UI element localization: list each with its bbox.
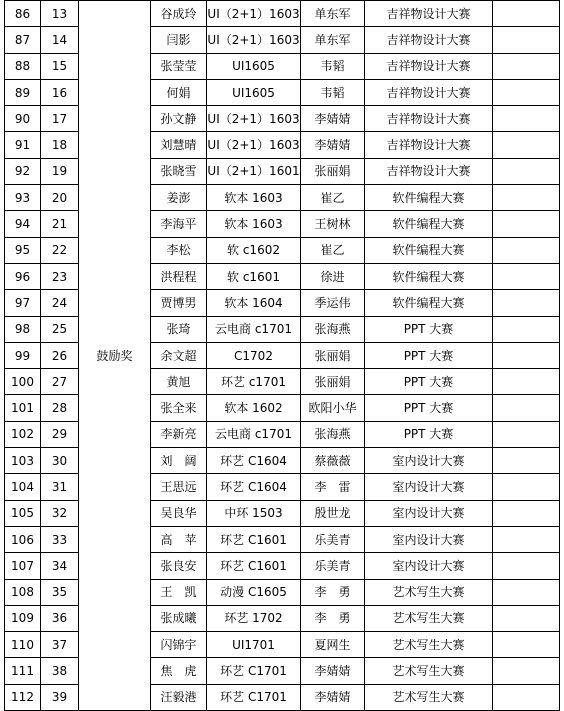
cell-note bbox=[493, 369, 560, 395]
cell-note bbox=[493, 421, 560, 447]
cell-student-name: 黄旭 bbox=[151, 369, 207, 395]
cell-teacher: 张丽娟 bbox=[301, 369, 365, 395]
cell-class: 环艺 C1604 bbox=[207, 448, 301, 474]
cell-note bbox=[493, 448, 560, 474]
cell-total-number: 103 bbox=[5, 448, 41, 474]
cell-student-name: 张琦 bbox=[151, 316, 207, 342]
cell-teacher: 单东军 bbox=[301, 27, 365, 53]
cell-class: 云电商 c1701 bbox=[207, 316, 301, 342]
cell-total-number: 90 bbox=[5, 106, 41, 132]
cell-award-level: 鼓励奖 bbox=[79, 1, 151, 711]
cell-contest: 艺术写生大赛 bbox=[365, 632, 493, 658]
cell-note bbox=[493, 158, 560, 184]
cell-student-name: 张良安 bbox=[151, 553, 207, 579]
cell-student-name: 闫影 bbox=[151, 27, 207, 53]
cell-teacher: 季运伟 bbox=[301, 290, 365, 316]
cell-class: 环艺 1702 bbox=[207, 605, 301, 631]
cell-class: 软本 1604 bbox=[207, 290, 301, 316]
cell-class: 中环 1503 bbox=[207, 500, 301, 526]
cell-class: 环艺 C1601 bbox=[207, 553, 301, 579]
cell-teacher: 单东军 bbox=[301, 1, 365, 27]
cell-class: 软 c1602 bbox=[207, 237, 301, 263]
cell-note bbox=[493, 237, 560, 263]
cell-total-number: 106 bbox=[5, 526, 41, 552]
cell-class: UI1605 bbox=[207, 79, 301, 105]
cell-teacher: 乐美青 bbox=[301, 553, 365, 579]
cell-contest: 室内设计大赛 bbox=[365, 474, 493, 500]
cell-contest: PPT 大赛 bbox=[365, 342, 493, 368]
cell-sequence-number: 38 bbox=[41, 658, 79, 684]
cell-note bbox=[493, 553, 560, 579]
cell-contest: PPT 大赛 bbox=[365, 369, 493, 395]
cell-total-number: 110 bbox=[5, 632, 41, 658]
cell-class: 软本 1602 bbox=[207, 395, 301, 421]
cell-note bbox=[493, 1, 560, 27]
cell-note bbox=[493, 132, 560, 158]
cell-class: UI1605 bbox=[207, 53, 301, 79]
cell-total-number: 97 bbox=[5, 290, 41, 316]
cell-sequence-number: 36 bbox=[41, 605, 79, 631]
cell-contest: 软件编程大赛 bbox=[365, 263, 493, 289]
cell-class: UI（2+1）1603 bbox=[207, 106, 301, 132]
cell-student-name: 王思远 bbox=[151, 474, 207, 500]
cell-note bbox=[493, 605, 560, 631]
cell-sequence-number: 17 bbox=[41, 106, 79, 132]
cell-total-number: 100 bbox=[5, 369, 41, 395]
cell-student-name: 何娟 bbox=[151, 79, 207, 105]
cell-student-name: 张莹莹 bbox=[151, 53, 207, 79]
cell-sequence-number: 21 bbox=[41, 211, 79, 237]
cell-note bbox=[493, 263, 560, 289]
cell-teacher: 韦韬 bbox=[301, 53, 365, 79]
cell-student-name: 李新亮 bbox=[151, 421, 207, 447]
cell-contest: 艺术写生大赛 bbox=[365, 658, 493, 684]
cell-teacher: 欧阳小华 bbox=[301, 395, 365, 421]
table-body bbox=[5, 1, 560, 711]
cell-note bbox=[493, 211, 560, 237]
cell-note bbox=[493, 316, 560, 342]
cell-sequence-number: 18 bbox=[41, 132, 79, 158]
cell-class: UI1701 bbox=[207, 632, 301, 658]
cell-class: UI（2+1）1601 bbox=[207, 158, 301, 184]
cell-sequence-number: 14 bbox=[41, 27, 79, 53]
cell-contest: 软件编程大赛 bbox=[365, 290, 493, 316]
cell-contest: 吉祥物设计大赛 bbox=[365, 106, 493, 132]
cell-sequence-number: 13 bbox=[41, 1, 79, 27]
cell-sequence-number: 19 bbox=[41, 158, 79, 184]
cell-total-number: 93 bbox=[5, 185, 41, 211]
cell-teacher: 张丽娟 bbox=[301, 158, 365, 184]
cell-total-number: 111 bbox=[5, 658, 41, 684]
award-list-table bbox=[4, 0, 560, 711]
cell-class: 环艺 C1701 bbox=[207, 684, 301, 710]
cell-student-name: 刘 阔 bbox=[151, 448, 207, 474]
cell-total-number: 94 bbox=[5, 211, 41, 237]
cell-student-name: 李松 bbox=[151, 237, 207, 263]
cell-total-number: 95 bbox=[5, 237, 41, 263]
cell-student-name: 张晓雪 bbox=[151, 158, 207, 184]
cell-note bbox=[493, 342, 560, 368]
cell-sequence-number: 31 bbox=[41, 474, 79, 500]
cell-sequence-number: 15 bbox=[41, 53, 79, 79]
cell-note bbox=[493, 79, 560, 105]
cell-note bbox=[493, 632, 560, 658]
cell-student-name: 李海平 bbox=[151, 211, 207, 237]
cell-teacher: 李婧婧 bbox=[301, 684, 365, 710]
cell-student-name: 刘慧晴 bbox=[151, 132, 207, 158]
cell-contest: 室内设计大赛 bbox=[365, 448, 493, 474]
cell-total-number: 96 bbox=[5, 263, 41, 289]
cell-class: 环艺 C1701 bbox=[207, 658, 301, 684]
cell-class: UI（2+1）1603 bbox=[207, 132, 301, 158]
cell-note bbox=[493, 395, 560, 421]
cell-sequence-number: 26 bbox=[41, 342, 79, 368]
cell-contest: 吉祥物设计大赛 bbox=[365, 53, 493, 79]
cell-total-number: 104 bbox=[5, 474, 41, 500]
cell-total-number: 112 bbox=[5, 684, 41, 710]
cell-total-number: 101 bbox=[5, 395, 41, 421]
cell-contest: 软件编程大赛 bbox=[365, 237, 493, 263]
cell-contest: PPT 大赛 bbox=[365, 421, 493, 447]
cell-class: C1702 bbox=[207, 342, 301, 368]
cell-sequence-number: 34 bbox=[41, 553, 79, 579]
cell-note bbox=[493, 290, 560, 316]
cell-class: 环艺 c1701 bbox=[207, 369, 301, 395]
cell-contest: 艺术写生大赛 bbox=[365, 605, 493, 631]
cell-teacher: 李 雷 bbox=[301, 474, 365, 500]
cell-contest: 吉祥物设计大赛 bbox=[365, 158, 493, 184]
cell-contest: 艺术写生大赛 bbox=[365, 684, 493, 710]
cell-teacher: 韦韬 bbox=[301, 79, 365, 105]
cell-student-name: 王 凯 bbox=[151, 579, 207, 605]
cell-sequence-number: 25 bbox=[41, 316, 79, 342]
cell-total-number: 88 bbox=[5, 53, 41, 79]
cell-teacher: 李 勇 bbox=[301, 605, 365, 631]
cell-sequence-number: 27 bbox=[41, 369, 79, 395]
cell-note bbox=[493, 474, 560, 500]
cell-total-number: 98 bbox=[5, 316, 41, 342]
cell-student-name: 闪锦宇 bbox=[151, 632, 207, 658]
cell-total-number: 89 bbox=[5, 79, 41, 105]
cell-sequence-number: 28 bbox=[41, 395, 79, 421]
cell-contest: 吉祥物设计大赛 bbox=[365, 79, 493, 105]
cell-total-number: 92 bbox=[5, 158, 41, 184]
cell-sequence-number: 29 bbox=[41, 421, 79, 447]
cell-contest: 吉祥物设计大赛 bbox=[365, 132, 493, 158]
cell-teacher: 张海燕 bbox=[301, 421, 365, 447]
cell-student-name: 高 苹 bbox=[151, 526, 207, 552]
cell-teacher: 李婧婧 bbox=[301, 132, 365, 158]
cell-sequence-number: 23 bbox=[41, 263, 79, 289]
cell-teacher: 李婧婧 bbox=[301, 106, 365, 132]
cell-student-name: 吴良华 bbox=[151, 500, 207, 526]
cell-teacher: 李婧婧 bbox=[301, 658, 365, 684]
cell-total-number: 91 bbox=[5, 132, 41, 158]
cell-student-name: 贾博男 bbox=[151, 290, 207, 316]
cell-class: 软 c1601 bbox=[207, 263, 301, 289]
cell-student-name: 焦 虎 bbox=[151, 658, 207, 684]
cell-student-name: 余文超 bbox=[151, 342, 207, 368]
cell-sequence-number: 24 bbox=[41, 290, 79, 316]
cell-sequence-number: 30 bbox=[41, 448, 79, 474]
cell-note bbox=[493, 185, 560, 211]
cell-sequence-number: 39 bbox=[41, 684, 79, 710]
cell-teacher: 张丽娟 bbox=[301, 342, 365, 368]
cell-contest: 室内设计大赛 bbox=[365, 526, 493, 552]
cell-teacher: 夏网生 bbox=[301, 632, 365, 658]
cell-sequence-number: 37 bbox=[41, 632, 79, 658]
cell-note bbox=[493, 526, 560, 552]
cell-contest: 室内设计大赛 bbox=[365, 553, 493, 579]
cell-contest: 室内设计大赛 bbox=[365, 500, 493, 526]
cell-teacher: 李 勇 bbox=[301, 579, 365, 605]
cell-total-number: 108 bbox=[5, 579, 41, 605]
cell-total-number: 107 bbox=[5, 553, 41, 579]
cell-class: 环艺 C1601 bbox=[207, 526, 301, 552]
cell-note bbox=[493, 579, 560, 605]
cell-note bbox=[493, 27, 560, 53]
cell-contest: 吉祥物设计大赛 bbox=[365, 1, 493, 27]
table-row bbox=[5, 1, 560, 27]
cell-class: UI（2+1）1603 bbox=[207, 27, 301, 53]
cell-note bbox=[493, 106, 560, 132]
cell-teacher: 乐美青 bbox=[301, 526, 365, 552]
cell-total-number: 102 bbox=[5, 421, 41, 447]
cell-contest: 艺术写生大赛 bbox=[365, 579, 493, 605]
cell-sequence-number: 22 bbox=[41, 237, 79, 263]
cell-student-name: 姜澎 bbox=[151, 185, 207, 211]
cell-teacher: 殷世龙 bbox=[301, 500, 365, 526]
cell-total-number: 109 bbox=[5, 605, 41, 631]
cell-note bbox=[493, 53, 560, 79]
cell-class: 动漫 C1605 bbox=[207, 579, 301, 605]
cell-sequence-number: 32 bbox=[41, 500, 79, 526]
cell-contest: 软件编程大赛 bbox=[365, 211, 493, 237]
cell-contest: 软件编程大赛 bbox=[365, 185, 493, 211]
cell-student-name: 孙文静 bbox=[151, 106, 207, 132]
cell-note bbox=[493, 658, 560, 684]
cell-total-number: 99 bbox=[5, 342, 41, 368]
cell-teacher: 崔乙 bbox=[301, 237, 365, 263]
cell-student-name: 张全来 bbox=[151, 395, 207, 421]
cell-sequence-number: 33 bbox=[41, 526, 79, 552]
cell-contest: PPT 大赛 bbox=[365, 395, 493, 421]
cell-student-name: 张成曦 bbox=[151, 605, 207, 631]
cell-total-number: 87 bbox=[5, 27, 41, 53]
cell-total-number: 105 bbox=[5, 500, 41, 526]
cell-student-name: 谷成玲 bbox=[151, 1, 207, 27]
cell-teacher: 蔡薇薇 bbox=[301, 448, 365, 474]
cell-sequence-number: 16 bbox=[41, 79, 79, 105]
cell-teacher: 徐进 bbox=[301, 263, 365, 289]
cell-teacher: 张海燕 bbox=[301, 316, 365, 342]
cell-contest: PPT 大赛 bbox=[365, 316, 493, 342]
cell-note bbox=[493, 500, 560, 526]
cell-total-number: 86 bbox=[5, 1, 41, 27]
cell-class: 环艺 C1604 bbox=[207, 474, 301, 500]
cell-student-name: 汪毅港 bbox=[151, 684, 207, 710]
cell-class: 云电商 c1701 bbox=[207, 421, 301, 447]
cell-sequence-number: 20 bbox=[41, 185, 79, 211]
cell-class: 软本 1603 bbox=[207, 211, 301, 237]
cell-teacher: 崔乙 bbox=[301, 185, 365, 211]
cell-class: 软本 1603 bbox=[207, 185, 301, 211]
cell-sequence-number: 35 bbox=[41, 579, 79, 605]
cell-class: UI（2+1）1603 bbox=[207, 1, 301, 27]
cell-student-name: 洪程程 bbox=[151, 263, 207, 289]
cell-note bbox=[493, 684, 560, 710]
cell-teacher: 王树林 bbox=[301, 211, 365, 237]
cell-contest: 吉祥物设计大赛 bbox=[365, 27, 493, 53]
